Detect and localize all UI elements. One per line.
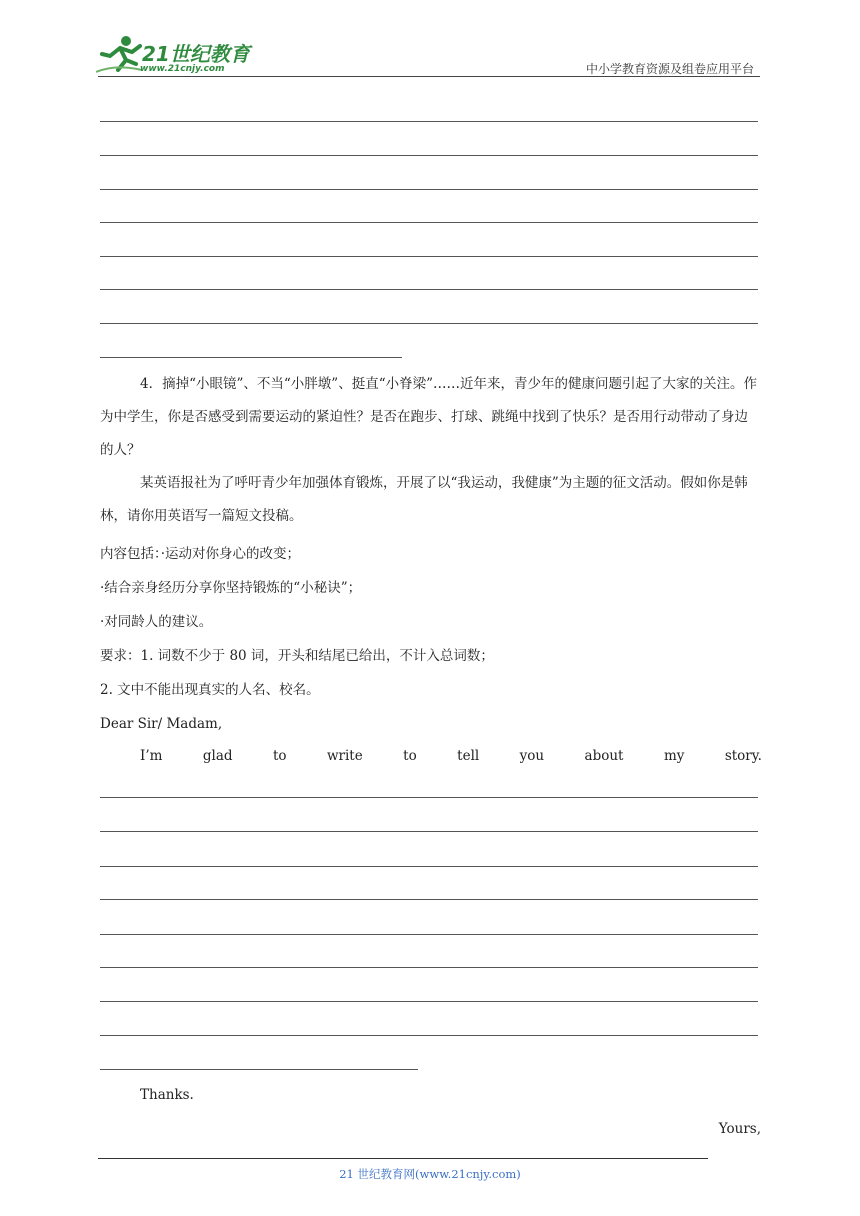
content-point-3: ·对同龄人的建议。: [100, 614, 213, 630]
site-logo: [96, 34, 266, 78]
answer-line: [100, 222, 758, 223]
header-divider: [98, 76, 760, 77]
salutation: Dear Sir/ Madam,: [100, 716, 223, 732]
content-point-2: ·结合亲身经历分享你坚持锻炼的“小秘诀”；: [100, 580, 362, 596]
runner-icon: [96, 34, 144, 76]
answer-line: [100, 121, 758, 122]
opening-word: to: [272, 748, 287, 764]
answer-line: [100, 357, 402, 358]
essay-line[interactable]: [100, 934, 758, 935]
question-prompt: 4．摘掉“小眼镜”、不当“小胖墩”、挺直“小脊梁”……近年来，青少年的健康问题引起了大家的关注。作为中学生，你是否感受到需要运动的紧迫性？是否在跑步、打球、跳绳中找到了快乐？是否用行动带动了身边的人？: [100, 376, 757, 458]
opening-sentence: [140, 748, 762, 764]
opening-word: tell: [457, 748, 480, 764]
answer-line: [100, 155, 758, 156]
answer-line: [100, 289, 758, 290]
answer-line: [100, 323, 758, 324]
essay-line[interactable]: [100, 1001, 758, 1002]
opening-word: write: [326, 748, 363, 764]
closing-yours: Yours,: [718, 1121, 761, 1137]
task-description: 某英语报社为了呼吁青少年加强体育锻炼，开展了以“我运动，我健康”为主题的征文活动。假如你是韩林，请你用英语写一篇短文投稿。: [100, 475, 748, 524]
logo-text: 21世纪教育: [142, 42, 250, 66]
essay-line[interactable]: [100, 1035, 758, 1036]
essay-line[interactable]: [100, 866, 758, 867]
essay-line[interactable]: [100, 967, 758, 968]
answer-line: [100, 256, 758, 257]
opening-word: you: [519, 748, 545, 764]
closing-thanks: Thanks.: [140, 1087, 194, 1103]
opening-word: my: [663, 748, 685, 764]
opening-word: about: [584, 748, 624, 764]
answer-line: [100, 189, 758, 190]
requirement-2: 2. 文中不能出现真实的人名、校名。: [100, 682, 320, 698]
platform-title: 中小学教育资源及组卷应用平台: [585, 62, 754, 76]
footer-link[interactable]: 21 世纪教育网(www.21cnjy.com): [339, 1167, 521, 1181]
essay-line[interactable]: [100, 1069, 418, 1070]
footer-divider: [98, 1158, 708, 1159]
logo-url: www.21cnjy.com: [140, 64, 225, 74]
requirement-1: 要求：1. 词数不少于 80 词，开头和结尾已给出，不计入总词数；: [100, 648, 494, 664]
essay-line[interactable]: [100, 831, 758, 832]
opening-word: story.: [724, 748, 762, 764]
essay-line[interactable]: [100, 899, 758, 900]
opening-word: to: [403, 748, 417, 764]
essay-line[interactable]: [100, 797, 758, 798]
opening-word: glad: [202, 748, 233, 764]
opening-word: I’m: [140, 748, 163, 764]
content-point-1: 内容包括：·运动对你身心的改变；: [100, 546, 301, 562]
